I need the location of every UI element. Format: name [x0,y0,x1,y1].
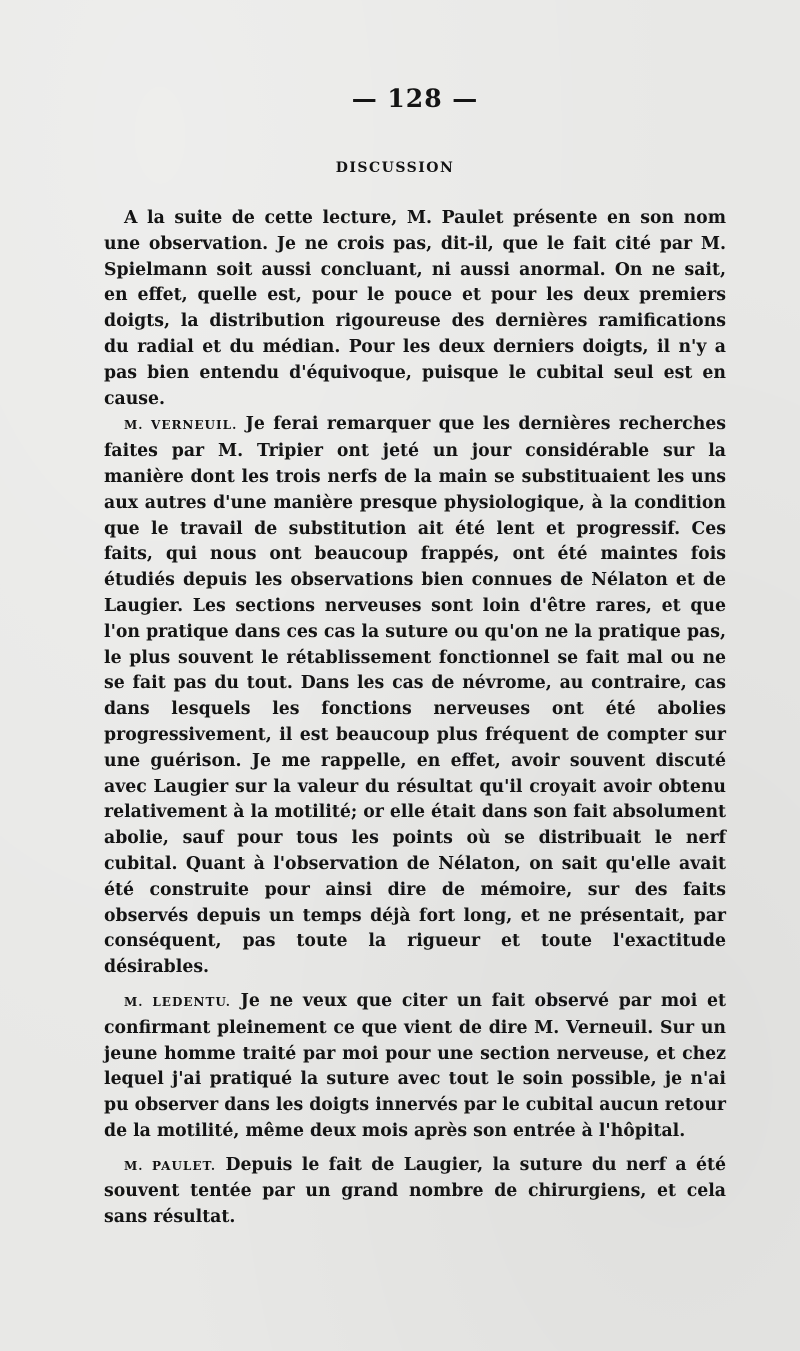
section-title: DISCUSSION [335,160,455,176]
paragraph-text: Depuis le fait de Laugier, la suture du nerf a été souvent tentée par un grand nombre de chirurgiens, et cela sans résultat. [104,1154,726,1228]
paragraph-intro [104,206,726,412]
speaker-name: M. LEDENTU. [124,994,231,1009]
speaker-name: M. VERNEUIL. [124,418,238,433]
paragraph-verneuil [104,412,726,981]
page-number: — 128 — [351,84,479,113]
paragraph-text: A la suite de cette lecture, M. Paulet présente en son nom une observation. Je ne crois pas, dit-il, que le fait cité par M. Spielmann soit aussi concluant, ni aussi anormal. On ne sait, en effet, quelle est, pour le pouce et pour les deux premiers doigts, la distribution rigoureuse des dernières ramifications du radial et du médian. Pour les deux derniers doigts, il n'y a pas bien entendu d'équivoque, puisque le cubital seul est en cause. [104,208,726,409]
paragraph-text: Je ferai remarquer que les dernières recherches faites par M. Tripier ont jeté un jour considérable sur la manière dont les trois nerfs de la main se substituaient les uns aux autres d'une manière presque physiologique, à la condition que le travail de substitution ait été lent et progressif. Ces faits, qui nous ont beaucoup frappés, ont été maintes fois étudiés depuis les observations bien connues de Nélaton et de Laugier. Les sections nerveuses sont loin d'être rares, et que l'on pratique dans ces cas la suture ou qu'on ne la pratique pas, le plus souvent le rétablissement fonctionnel se fait mal ou ne se fait pas du tout. Dans les cas de névrome, au contraire, cas dans lesquels les fonctions nerveuses ont été abolies progressivement, il est beaucoup plus fréquent de compter sur une guérison. Je me rappelle, en effet, avoir souvent discuté avec Laugier sur la valeur du résultat qu'il croyait avoir obtenu relativement à la motilité; or elle était dans son fait absolument abolie, sauf pour tous les points où se distribuait le nerf cubital. Quant à l'observation de Nélaton, on sait qu'elle avait été construite pour ainsi dire de mémoire, sur des faits observés depuis un temps déjà fort long, et ne présentait, par conséquent, pas toute la rigueur et toute l'exactitude désirables. [104,414,726,978]
speaker-name: M. PAULET. [124,1158,217,1173]
paragraph-ledentu [104,989,726,1145]
paragraph-text: Je ne veux que citer un fait observé par moi et confirmant pleinement ce que vient de dire M. Verneuil. Sur un jeune homme traité par moi pour une section nerveuse, et chez lequel j'ai pratiqué la suture avec tout le soin possible, je n'ai pu observer dans les doigts innervés par le cubital aucun retour de la motilité, même deux mois après son entrée à l'hôpital. [104,990,726,1141]
discussion-body [104,206,726,1231]
paragraph-paulet [104,1153,726,1231]
